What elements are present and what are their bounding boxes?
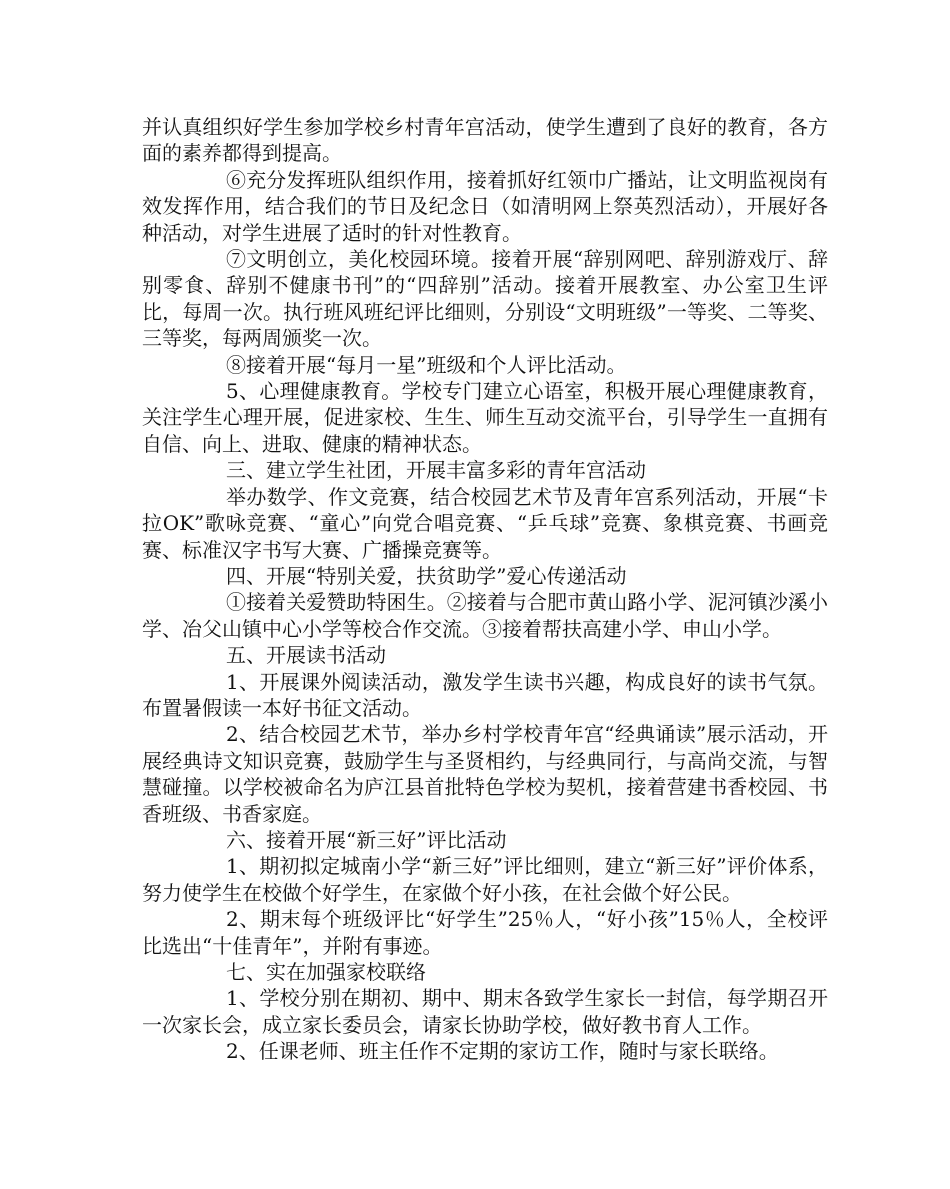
section-heading-3: 三、建立学生社团，开展丰富多彩的青年宫活动 [226, 458, 646, 483]
paragraph-home-school-1: 1、学校分别在期初、期中、期末各致学生家长一封信，每学期召开一次家长会，成立家长委员会，请家长协助学校，做好教书育人工作。 [142, 986, 828, 1037]
section-heading-4: 四、开展“特别关爱，扶贫助学”爱心传递活动 [226, 563, 627, 588]
paragraph-three-goods-1: 1、期初拟定城南小学“新三好”评比细则，建立“新三好”评价体系，努力使学生在校做个好学生，在家做个好小孩，在社会做个好公民。 [142, 854, 828, 905]
paragraph-three-goods-2: 2、期末每个班级评比“好学生”25％人，“好小孩”15％人，全校评比选出“十佳青年”，并附有事迹。 [142, 907, 828, 958]
paragraph-mental-health: 5、心理健康教育。学校专门建立心语室，积极开展心理健康教育，关注学生心理开展，促进家校、生生、师生互动交流平台，引导学生一直拥有自信、向上、进取、健康的精神状态。 [142, 379, 828, 456]
paragraph-item-8: ⑧接着开展“每月一星”班级和个人评比活动。 [226, 352, 627, 377]
paragraph-item-7: ⑦文明创立，美化校园环境。接着开展“辞别网吧、辞别游戏厅、辞别零食、辞别不健康书刊”的“四辞别”活动。接着开展教室、办公室卫生评比，每周一次。执行班风班纪评比细则，分别设“文明班级”一等奖、二等奖、三等奖，每两周颁奖一次。 [142, 247, 828, 351]
paragraph-poverty-aid: ①接着关爱赞助特困生。②接着与合肥市黄山路小学、泥河镇沙溪小学、冶父山镇中心小学等校合作交流。③接着帮扶高建小学、申山小学。 [142, 590, 828, 641]
section-heading-5: 五、开展读书活动 [226, 643, 386, 668]
paragraph-continuation: 并认真组织好学生参加学校乡村青年宫活动，使学生遭到了良好的教育，各方面的素养都得到提高。 [142, 115, 828, 166]
paragraph-home-school-2: 2、任课老师、班主任作不定期的家访工作，随时与家长联络。 [226, 1039, 779, 1064]
paragraph-reading-2: 2、结合校园艺术节，举办乡村学校青年宫“经典诵读”展示活动，开展经典诗文知识竞赛，鼓励学生与圣贤相约，与经典同行，与高尚交流，与智慧碰撞。以学校被命名为庐江县首批特色学校为契机，接着营建书香校园、书香班级、书香家庭。 [142, 722, 828, 826]
paragraph-item-6: ⑥充分发挥班队组织作用，接着抓好红领巾广播站，让文明监视岗有效发挥作用，结合我们的节日及纪念日（如清明网上祭英烈活动），开展好各种活动，对学生进展了适时的针对性教育。 [142, 167, 828, 245]
document-body [142, 114, 828, 1065]
paragraph-competitions: 举办数学、作文竞赛，结合校园艺术节及青年宫系列活动，开展“卡拉OK”歌咏竞赛、“童心”向党合唱竞赛、“乒乓球”竞赛、象棋竞赛、书画竞赛、标准汉字书写大赛、广播操竞赛等。 [142, 484, 828, 562]
section-heading-6: 六、接着开展“新三好”评比活动 [226, 827, 507, 852]
section-heading-7: 七、实在加强家校联络 [226, 960, 426, 984]
paragraph-reading-1: 1、开展课外阅读活动，激发学生读书兴趣，构成良好的读书气氛。布置暑假读一本好书征文活动。 [142, 669, 828, 720]
